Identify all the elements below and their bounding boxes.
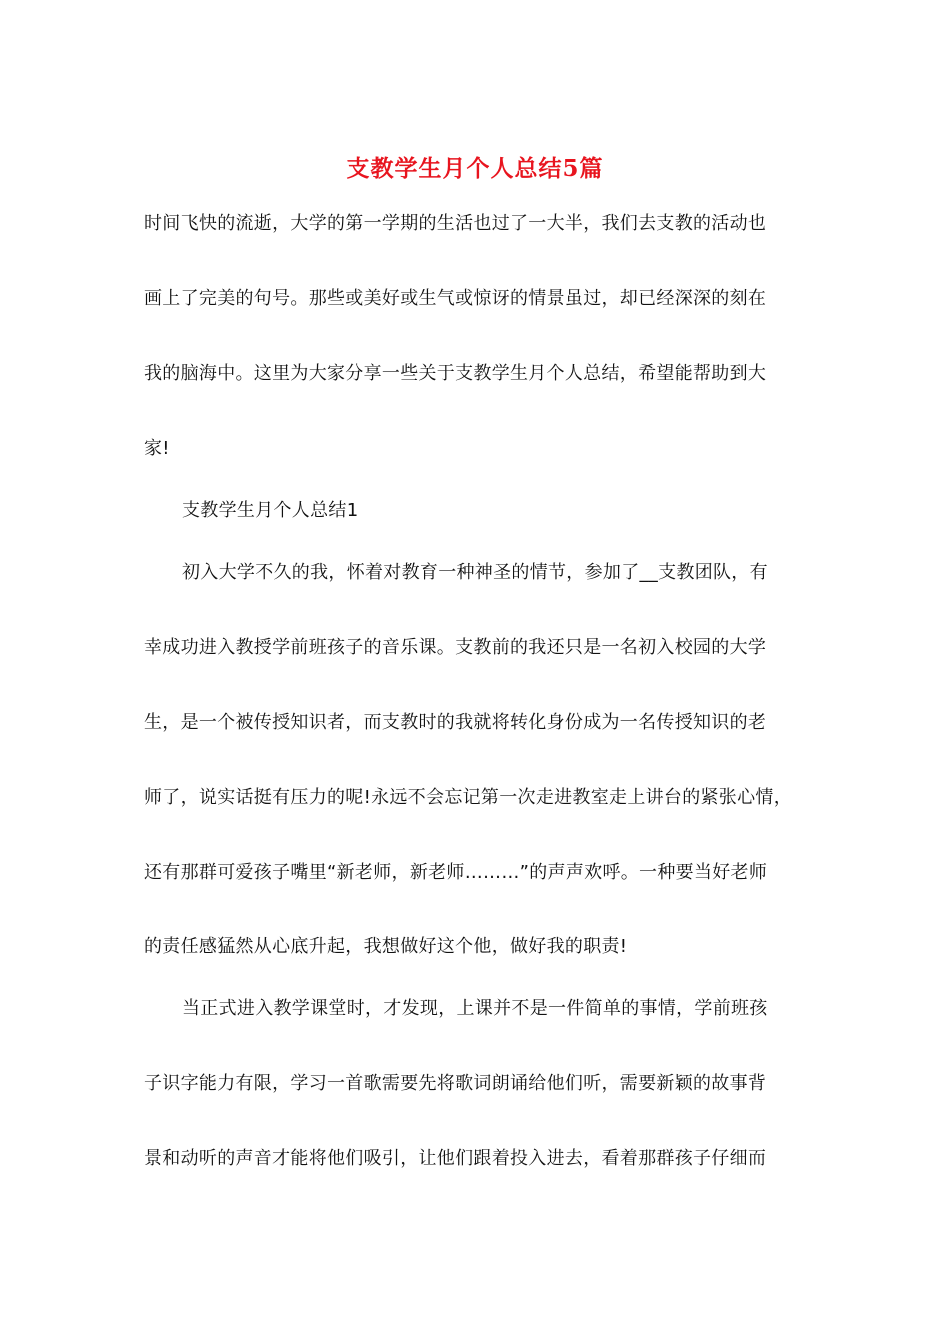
section-heading: 支教学生月个人总结1 (182, 500, 359, 521)
paragraph-line: 初入大学不久的我，怀着对教育一种神圣的情节，参加了__支教团队，有 (182, 562, 768, 583)
paragraph-line: 师了，说实话挺有压力的呢!永远不会忘记第一次走进教室走上讲台的紧张心情， (144, 787, 793, 808)
document-title: 支教学生月个人总结5篇 (346, 155, 604, 182)
paragraph-line: 幸成功进入教授学前班孩子的音乐课。支教前的我还只是一名初入校园的大学 (144, 637, 767, 658)
paragraph-line: 生，是一个被传授知识者，而支教时的我就将转化身份成为一名传授知识的老 (144, 712, 767, 733)
paragraph-line: 还有那群可爱孩子嘴里“新老师，新老师………”的声声欢呼。一种要当好老师 (144, 862, 768, 883)
paragraph-line: 我的脑海中。这里为大家分享一些关于支教学生月个人总结，希望能帮助到大 (144, 363, 767, 384)
paragraph-line: 家! (144, 438, 170, 459)
paragraph-line: 时间飞快的流逝，大学的第一学期的生活也过了一大半，我们去支教的活动也 (144, 213, 767, 234)
paragraph-line: 子识字能力有限，学习一首歌需要先将歌词朗诵给他们听，需要新颖的故事背 (144, 1073, 767, 1094)
paragraph-line: 当正式进入教学课堂时，才发现，上课并不是一件简单的事情，学前班孩 (182, 998, 768, 1019)
paragraph-line: 景和动听的声音才能将他们吸引，让他们跟着投入进去，看着那群孩子仔细而 (144, 1148, 767, 1169)
paragraph-line: 画上了完美的句号。那些或美好或生气或惊讶的情景虽过，却已经深深的刻在 (144, 288, 767, 309)
paragraph-line: 的责任感猛然从心底升起，我想做好这个他，做好我的职责! (144, 936, 628, 957)
